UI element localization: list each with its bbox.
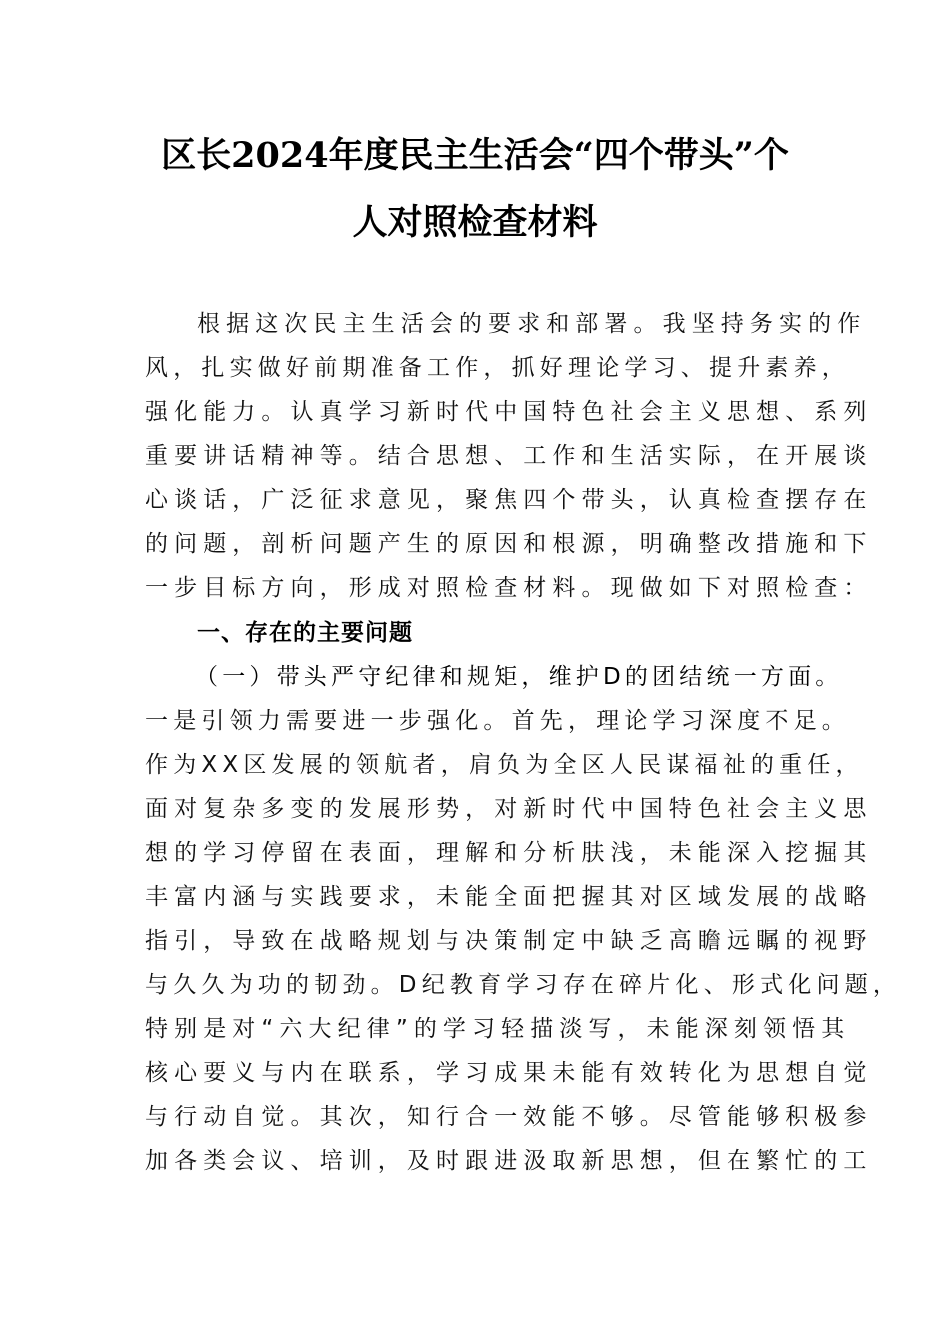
body-paragraph-line: 特别是对“六大纪律”的学习轻描淡写，未能深刻领悟其: [145, 1016, 851, 1042]
subsection-heading-discipline: （一）带头严守纪律和规矩，维护D的团结统一方面。: [195, 664, 843, 690]
intro-paragraph-line: 重要讲话精神等。结合思想、工作和生活实际，在开展谈: [145, 443, 873, 469]
body-paragraph-line: 指引，导致在战略规划与决策制定中缺乏高瞻远瞩的视野: [145, 928, 873, 954]
body-paragraph-line: 与行动自觉。其次，知行合一效能不够。尽管能够积极参: [145, 1104, 873, 1130]
intro-paragraph-line: 根据这次民主生活会的要求和部署。我坚持务实的作: [197, 311, 867, 337]
intro-paragraph-line: 的问题，剖析问题产生的原因和根源，明确整改措施和下: [145, 531, 873, 557]
intro-paragraph-line: 一步目标方向，形成对照检查材料。现做如下对照检查：: [145, 575, 873, 601]
body-paragraph-line: 丰富内涵与实践要求，未能全面把握其对区域发展的战略: [145, 884, 873, 910]
document-title-line-1: 区长2024年度民主生活会“四个带头”个: [161, 135, 789, 176]
intro-paragraph-line: 风，扎实做好前期准备工作，抓好理论学习、提升素养，: [145, 355, 850, 381]
body-paragraph-line: 核心要义与内在联系，学习成果未能有效转化为思想自觉: [145, 1060, 873, 1086]
body-paragraph-line: 加各类会议、培训，及时跟进汲取新思想，但在繁忙的工: [145, 1148, 873, 1174]
body-paragraph-line: 一是引领力需要进一步强化。首先，理论学习深度不足。: [145, 708, 850, 734]
body-paragraph-line: 面对复杂多变的发展形势，对新时代中国特色社会主义思: [145, 796, 873, 822]
body-paragraph-line: 与久久为功的韧劲。D纪教育学习存在碎片化、形式化问题，: [145, 972, 902, 998]
intro-paragraph-line: 心谈话，广泛征求意见，聚焦四个带头，认真检查摆存在: [145, 487, 873, 513]
section-heading-main-problems: 一、存在的主要问题: [197, 620, 413, 646]
document-title-line-2: 人对照检查材料: [352, 202, 598, 243]
body-paragraph-line: 作为XX区发展的领航者，肩负为全区人民谋福祉的重任，: [145, 752, 864, 778]
body-paragraph-line: 想的学习停留在表面，理解和分析肤浅，未能深入挖掘其: [145, 840, 873, 866]
intro-paragraph-line: 强化能力。认真学习新时代中国特色社会主义思想、系列: [145, 399, 873, 425]
